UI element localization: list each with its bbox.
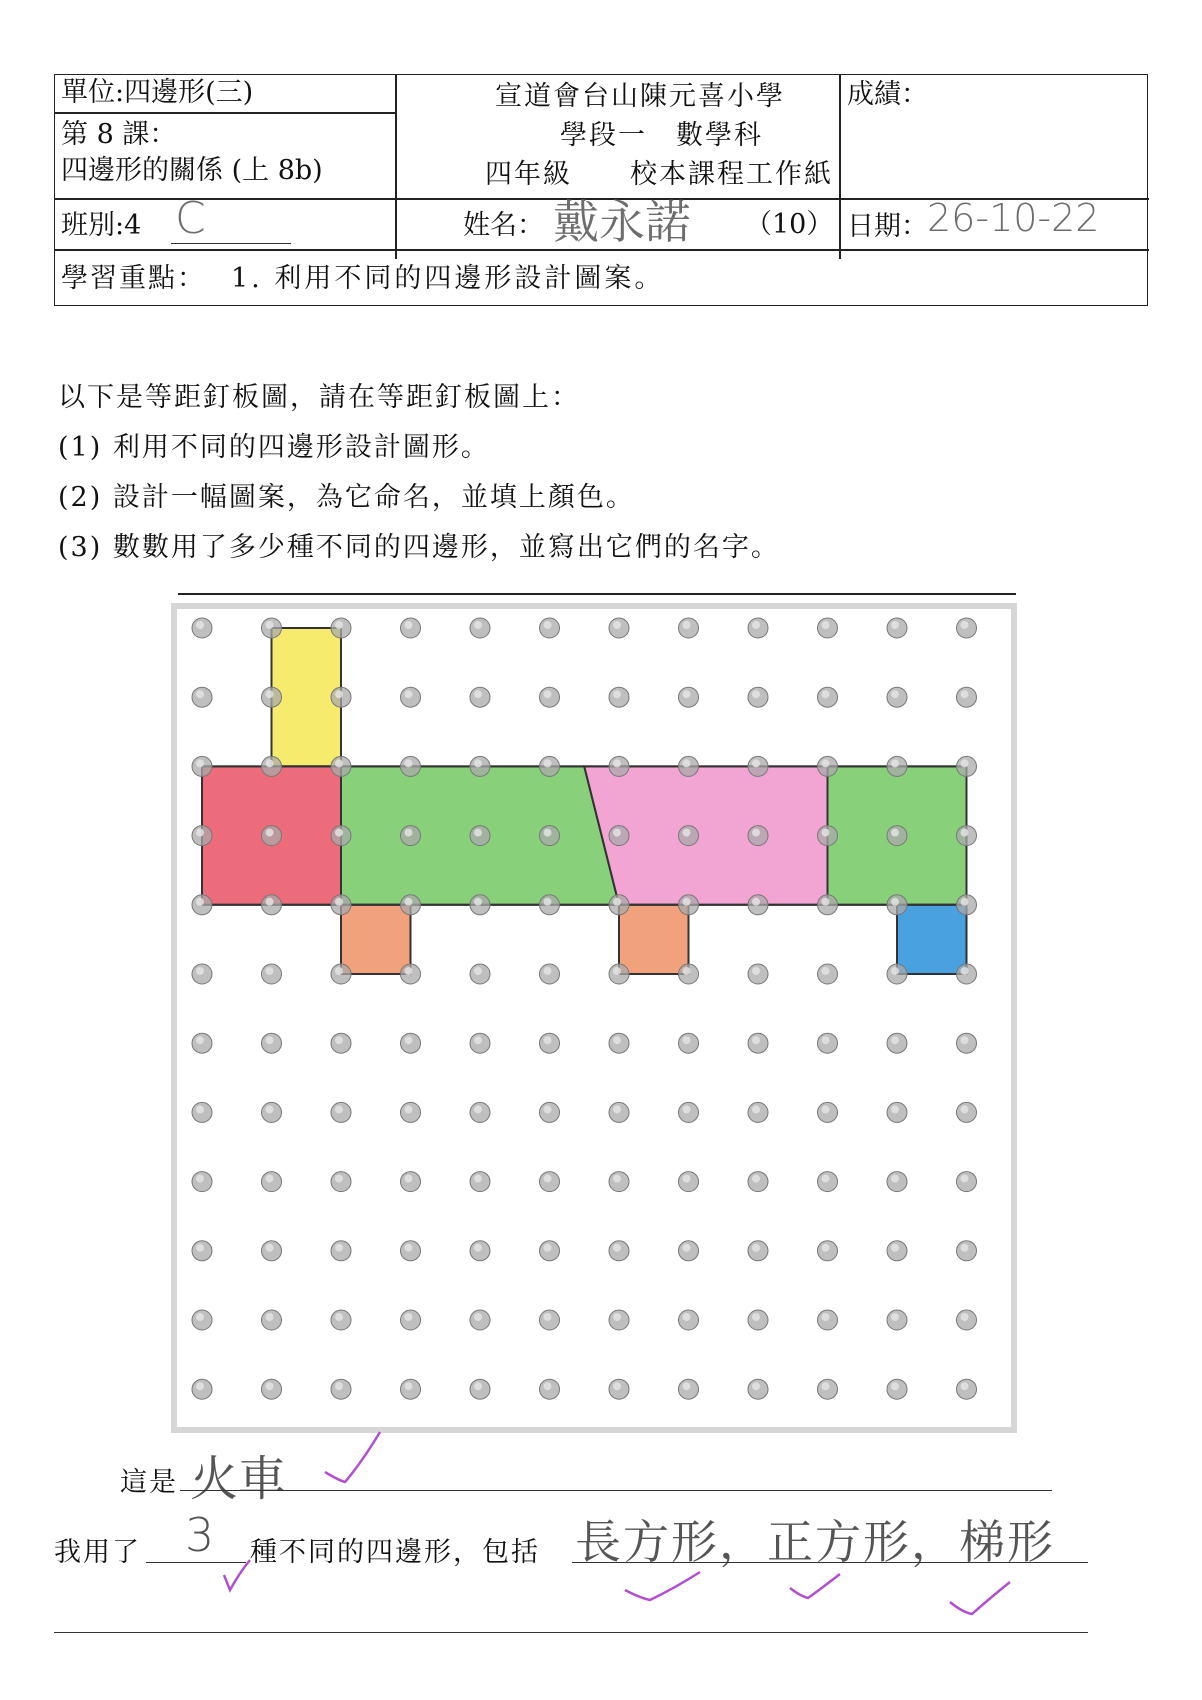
student-name: 戴永諾: [553, 195, 691, 249]
date-value: 26-10-22: [927, 196, 1100, 240]
used-count-answer: 3: [185, 1508, 215, 1562]
name-label: 姓名：: [463, 210, 544, 241]
term-subject: 學段一 數學科: [560, 120, 763, 151]
unit-label: 單位:四邊形(三): [61, 77, 254, 108]
class-number: （10）: [745, 209, 834, 240]
class-value: C: [175, 193, 206, 244]
kinds-label: 種不同的四邊形，包括: [250, 1537, 540, 1568]
used-label: 我用了: [54, 1537, 141, 1568]
score-label: 成績：: [847, 79, 928, 110]
this-is-label: 這是: [120, 1467, 178, 1498]
lesson-title: 四邊形的關係 (上 8b): [61, 155, 323, 186]
class-label: 班別:4: [61, 210, 142, 241]
date-label: 日期：: [847, 211, 928, 242]
instruction-intro: 以下是等距釘板圖，請在等距釘板圖上：: [58, 382, 580, 413]
this-is-answer: 火車: [190, 1451, 287, 1507]
check-mark-icon: [950, 1582, 1010, 1614]
lesson-number: 第 8 課：: [61, 119, 177, 150]
instruction-item-3: (3) 數數用了多少種不同的四邊形，並寫出它們的名字。: [58, 532, 780, 563]
check-mark-icon: [224, 1560, 250, 1590]
grade-worksheet: 四年級 校本課程工作紙: [485, 159, 833, 190]
instruction-item-1: (1) 利用不同的四邊形設計圖形。: [58, 432, 490, 463]
check-mark-icon: [325, 1432, 380, 1482]
check-mark-icon: [790, 1574, 840, 1598]
instruction-item-2: (2) 設計一幅圖案，為它命名，並填上顏色。: [58, 482, 635, 513]
school-name: 宣道會台山陳元喜小學: [495, 81, 785, 112]
focus-text: 1. 利用不同的四邊形設計圖案。: [231, 263, 665, 294]
shapes-list-answer: 長方形，正方形，梯形: [575, 1515, 1055, 1569]
check-mark-icon: [625, 1572, 700, 1600]
focus-label: 學習重點：: [61, 263, 206, 294]
